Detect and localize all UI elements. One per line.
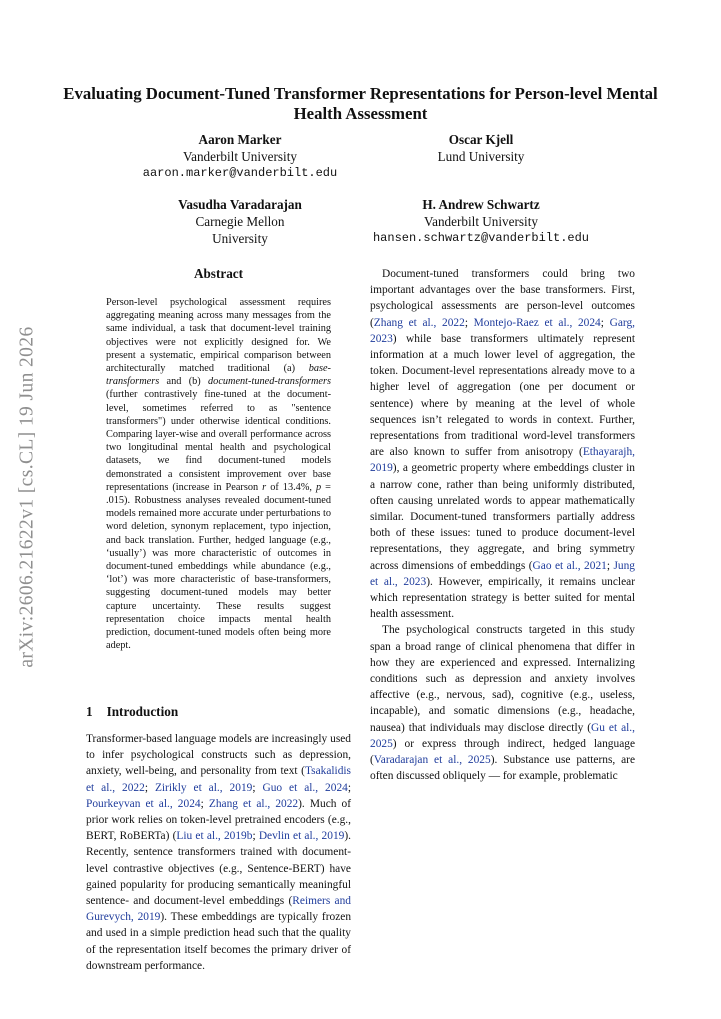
author-name: Oscar Kjell [448, 132, 514, 147]
body-text: ) while base transformers ultimately represent information at a much lower level of aggregation, the token. Document-level representations already move to a higher level of aggregation (one per document or sentence) where by meaning at the level of whole sequences isn’t relegated to words in context. Further, representations from traditional word-level transformers are also known to suffer from anisotropy ( [370, 332, 635, 459]
abstract-text: = .015). Robustness analyses revealed document-tuned models remained more accurate under perturbations to word deletion, synonym replacement, typo injection, and back translation. Further, hedged language (e.g., ‘usually’) was more characteristic of outcomes in document-tuned embeddings while abundance (e.g., ‘lot’) was more characteristic of base-transformers, suggesting document-tuned models may better capture uncertainty. These results suggest representation choice impacts mental health prediction, document-tuned models often being more adept. [106, 481, 331, 652]
body-text: ; [144, 781, 155, 794]
body-text: ). Much of prior work relies on token-level pretrained encoders (e.g., BERT, RoBERTa) ( [86, 797, 352, 843]
citation-link[interactable]: Pourkeyvan et al., 2024 [86, 797, 201, 810]
introduction-left-column [86, 731, 351, 974]
body-text: ). Recently, sentence transformers trained with document-level contrastive objectives (e.g., Sentence-BERT) have gained popularity for producing semantically meaningful sentence- and document-level embeddings ( [86, 830, 351, 908]
introduction-right-column [370, 266, 635, 785]
abstract-emphasis: document-tuned-transformers [208, 376, 331, 388]
body-text: ; [600, 316, 610, 329]
intro-paragraph-1 [86, 731, 351, 974]
body-text: ). These embeddings are typically frozen and used in a simple prediction head such that the quality of the representation itself becomes the primary driver of downstream performance. [86, 911, 352, 972]
author-email[interactable]: aaron.marker@vanderbilt.edu [142, 166, 338, 180]
paper-title: Evaluating Document-Tuned Transformer Representations for Person-level Mental Health Assessment [63, 84, 658, 123]
citation-link[interactable]: Montejo-Raez et al., 2024 [473, 316, 601, 329]
body-text: The psychological constructs targeted in this study span a broad range of clinical phenomena that differ in how they are experienced and expressed. Internalizing conditions such as depression and anxiety involves affective (e.g., nervous, sad), cognitive (e.g., useless, incapable), and somatic dimensions (e.g., headache, nausea) that individuals may disclose directly ( [370, 624, 635, 734]
author-affiliation: Carnegie Mellon [195, 214, 285, 229]
citation-link[interactable]: Guo et al., 2024 [262, 781, 348, 794]
citation-link[interactable]: Garg, 2023 [370, 316, 636, 345]
abstract-body [106, 296, 331, 652]
abstract-text: Person-level psychological assessment requires aggregating meaning across many messages from the same individual, a task that document-level training objectives were not explicitly designed for. We present a systematic, empirical comparison between architecturally matched traditional (a) [106, 297, 331, 375]
author-block-4 [361, 196, 601, 247]
body-text: Transformer-based language models are increasingly used to infer psychological constructs such as depression, anxiety, well-being, and personality from text ( [86, 733, 351, 778]
body-text: ), a geometric property where embeddings cluster in a narrow cone, rather than being uniformly distributed, often causing unrelated words to appear mathematically similar. Document-tuned transformers partially address both of these issues: tuned to produce document-level representations, they aggregate, and bring symmetry across dimensions of embeddings ( [370, 462, 635, 572]
body-text: ; [347, 781, 352, 794]
author-affiliation: Vanderbilt University [183, 149, 297, 164]
author-affiliation: Vanderbilt University [424, 214, 538, 229]
arxiv-identifier-stamp [10, 301, 46, 693]
abstract-emphasis: base-transformers [106, 363, 331, 388]
citation-link[interactable]: Zhang et al., 2022 [208, 797, 299, 810]
author-name: Vasudha Varadarajan [178, 197, 302, 212]
citation-link[interactable]: Gu et al., 2025 [370, 721, 635, 750]
author-block-1 [130, 131, 350, 182]
body-text: ; [200, 797, 209, 810]
citation-link[interactable]: Varadarajan et al., 2025 [373, 754, 491, 767]
author-affiliation: Lund University [437, 149, 525, 164]
body-text: ). Substance use patterns, are often discussed obliquely — for example, problematic [370, 754, 635, 783]
abstract-math-symbol: r [262, 481, 267, 493]
intro-paragraph-2 [370, 266, 635, 622]
section-heading-introduction [86, 704, 351, 720]
author-block-3 [130, 196, 350, 247]
abstract-heading: Abstract [193, 266, 244, 281]
arxiv-identifier-text: arXiv:2606.21622v1 [cs.CL] 19 Jun 2026 [17, 326, 39, 668]
citation-link[interactable]: Tsakalidis et al., 2022 [86, 765, 351, 794]
citation-link[interactable]: Ethayarajh, 2019 [370, 446, 635, 475]
body-text: ; [606, 559, 614, 572]
abstract-text: of 13.4%, [266, 481, 316, 493]
author-block-2 [371, 131, 591, 165]
author-name: H. Andrew Schwartz [422, 197, 540, 212]
abstract-text: and (b) [159, 376, 209, 388]
citation-link[interactable]: Liu et al., 2019b [176, 830, 253, 843]
body-text: ; [464, 316, 474, 329]
section-number: 1 [86, 704, 93, 719]
citation-link[interactable]: Zirikly et al., 2019 [154, 781, 253, 794]
citation-link[interactable]: Gao et al., 2021 [532, 559, 607, 572]
author-email[interactable]: hansen.schwartz@vanderbilt.edu [372, 231, 590, 245]
citation-link[interactable]: Devlin et al., 2019 [258, 830, 345, 843]
author-name: Aaron Marker [198, 132, 282, 147]
intro-paragraph-3 [370, 622, 635, 784]
citation-link[interactable]: Zhang et al., 2022 [373, 316, 465, 329]
body-text: ; [252, 830, 259, 843]
citation-link[interactable]: Jung et al., 2023 [370, 559, 636, 588]
citation-link[interactable]: Reimers and Gurevych, 2019 [86, 895, 351, 924]
section-title: Introduction [106, 704, 179, 719]
body-text: ; [252, 781, 263, 794]
abstract-math-symbol: p [316, 481, 322, 493]
abstract-text: (further contrastively fine-tuned at the document-level, sometimes referred to as "sentence transformers") under otherwise identical conditions. Comparing layer-wise and overall performance across two longitudinal mental health and psychological datasets, we find document-tuned models demonstrated a consistent improvement over base representations (increase in Pearson [106, 389, 331, 493]
author-affiliation: University [212, 231, 268, 246]
body-text: Document-tuned transformers could bring two important advantages over the base transformers. First, psychological assessments are person-level outcomes ( [370, 268, 635, 329]
body-text: ) or express through indirect, hedged language ( [370, 737, 635, 767]
body-text: ). However, empirically, it remains unclear which representation strategy is better suited for mental health assessment. [370, 575, 635, 621]
